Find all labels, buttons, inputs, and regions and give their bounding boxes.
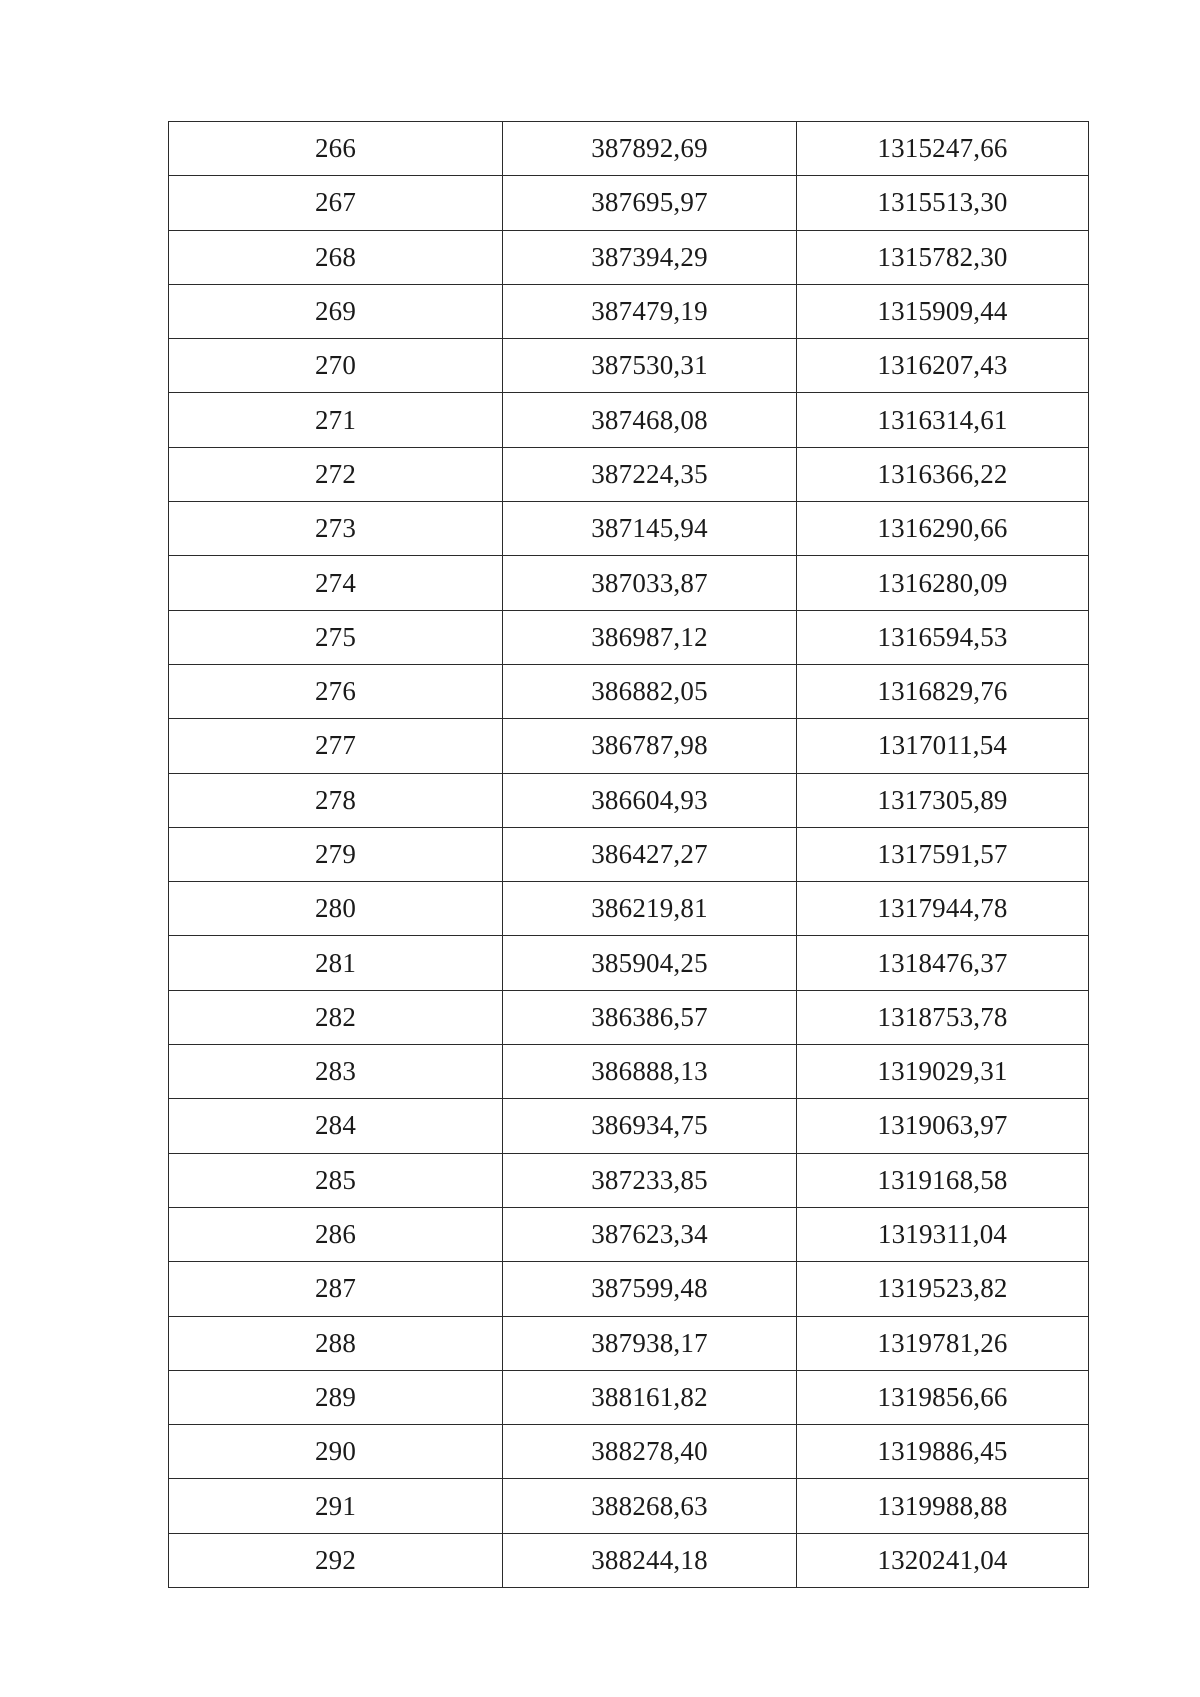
x-coordinate-cell: 388244,18	[503, 1533, 797, 1587]
point-number-cell: 272	[169, 447, 503, 501]
point-number-cell: 276	[169, 664, 503, 718]
point-number-cell: 282	[169, 990, 503, 1044]
x-coordinate-cell: 387530,31	[503, 339, 797, 393]
x-coordinate-cell: 386386,57	[503, 990, 797, 1044]
table-row	[169, 1425, 1089, 1479]
x-coordinate-cell: 387892,69	[503, 122, 797, 176]
point-number-cell: 290	[169, 1425, 503, 1479]
y-coordinate-cell: 1319856,66	[797, 1370, 1089, 1424]
table-row	[169, 339, 1089, 393]
y-coordinate-cell: 1316280,09	[797, 556, 1089, 610]
point-number-cell: 279	[169, 827, 503, 881]
y-coordinate-cell: 1319063,97	[797, 1099, 1089, 1153]
table-row	[169, 1479, 1089, 1533]
y-coordinate-cell: 1317305,89	[797, 773, 1089, 827]
x-coordinate-cell: 387224,35	[503, 447, 797, 501]
point-number-cell: 283	[169, 1045, 503, 1099]
table-row	[169, 1207, 1089, 1261]
table-row	[169, 882, 1089, 936]
y-coordinate-cell: 1319886,45	[797, 1425, 1089, 1479]
table-row	[169, 1316, 1089, 1370]
table-row	[169, 176, 1089, 230]
y-coordinate-cell: 1319781,26	[797, 1316, 1089, 1370]
point-number-cell: 280	[169, 882, 503, 936]
x-coordinate-cell: 386787,98	[503, 719, 797, 773]
x-coordinate-cell: 388161,82	[503, 1370, 797, 1424]
x-coordinate-cell: 387938,17	[503, 1316, 797, 1370]
y-coordinate-cell: 1320241,04	[797, 1533, 1089, 1587]
y-coordinate-cell: 1315513,30	[797, 176, 1089, 230]
table-row	[169, 936, 1089, 990]
x-coordinate-cell: 387623,34	[503, 1207, 797, 1261]
x-coordinate-cell: 387479,19	[503, 284, 797, 338]
table-row	[169, 664, 1089, 718]
x-coordinate-cell: 387695,97	[503, 176, 797, 230]
y-coordinate-cell: 1317944,78	[797, 882, 1089, 936]
table-row	[169, 1370, 1089, 1424]
x-coordinate-cell: 387599,48	[503, 1262, 797, 1316]
table-row	[169, 393, 1089, 447]
y-coordinate-cell: 1319311,04	[797, 1207, 1089, 1261]
table-row	[169, 773, 1089, 827]
table-row	[169, 502, 1089, 556]
table-row	[169, 230, 1089, 284]
x-coordinate-cell: 386888,13	[503, 1045, 797, 1099]
y-coordinate-cell: 1319029,31	[797, 1045, 1089, 1099]
y-coordinate-cell: 1318476,37	[797, 936, 1089, 990]
x-coordinate-cell: 387233,85	[503, 1153, 797, 1207]
y-coordinate-cell: 1319168,58	[797, 1153, 1089, 1207]
table-row	[169, 1045, 1089, 1099]
x-coordinate-cell: 387145,94	[503, 502, 797, 556]
y-coordinate-cell: 1315909,44	[797, 284, 1089, 338]
point-number-cell: 266	[169, 122, 503, 176]
y-coordinate-cell: 1316829,76	[797, 664, 1089, 718]
x-coordinate-cell: 387033,87	[503, 556, 797, 610]
y-coordinate-cell: 1316290,66	[797, 502, 1089, 556]
x-coordinate-cell: 388268,63	[503, 1479, 797, 1533]
y-coordinate-cell: 1316594,53	[797, 610, 1089, 664]
point-number-cell: 278	[169, 773, 503, 827]
y-coordinate-cell: 1316366,22	[797, 447, 1089, 501]
x-coordinate-cell: 386604,93	[503, 773, 797, 827]
point-number-cell: 275	[169, 610, 503, 664]
x-coordinate-cell: 387394,29	[503, 230, 797, 284]
table-row	[169, 122, 1089, 176]
table-row	[169, 1262, 1089, 1316]
x-coordinate-cell: 386882,05	[503, 664, 797, 718]
y-coordinate-cell: 1317591,57	[797, 827, 1089, 881]
y-coordinate-cell: 1315247,66	[797, 122, 1089, 176]
table-row	[169, 447, 1089, 501]
x-coordinate-cell: 386219,81	[503, 882, 797, 936]
x-coordinate-cell: 385904,25	[503, 936, 797, 990]
point-number-cell: 268	[169, 230, 503, 284]
table-row	[169, 1153, 1089, 1207]
table-row	[169, 556, 1089, 610]
table-row	[169, 1099, 1089, 1153]
table-row	[169, 990, 1089, 1044]
y-coordinate-cell: 1316207,43	[797, 339, 1089, 393]
x-coordinate-cell: 386427,27	[503, 827, 797, 881]
y-coordinate-cell: 1319988,88	[797, 1479, 1089, 1533]
y-coordinate-cell: 1317011,54	[797, 719, 1089, 773]
table-row	[169, 719, 1089, 773]
point-number-cell: 288	[169, 1316, 503, 1370]
point-number-cell: 291	[169, 1479, 503, 1533]
point-number-cell: 285	[169, 1153, 503, 1207]
point-number-cell: 287	[169, 1262, 503, 1316]
y-coordinate-cell: 1315782,30	[797, 230, 1089, 284]
x-coordinate-cell: 386934,75	[503, 1099, 797, 1153]
x-coordinate-cell: 387468,08	[503, 393, 797, 447]
coordinates-table	[168, 121, 1089, 1588]
table-row	[169, 1533, 1089, 1587]
point-number-cell: 274	[169, 556, 503, 610]
table-row	[169, 827, 1089, 881]
point-number-cell: 271	[169, 393, 503, 447]
point-number-cell: 273	[169, 502, 503, 556]
coordinates-table-body	[169, 122, 1089, 1588]
point-number-cell: 270	[169, 339, 503, 393]
point-number-cell: 277	[169, 719, 503, 773]
x-coordinate-cell: 386987,12	[503, 610, 797, 664]
point-number-cell: 286	[169, 1207, 503, 1261]
x-coordinate-cell: 388278,40	[503, 1425, 797, 1479]
y-coordinate-cell: 1319523,82	[797, 1262, 1089, 1316]
point-number-cell: 292	[169, 1533, 503, 1587]
table-row	[169, 610, 1089, 664]
y-coordinate-cell: 1316314,61	[797, 393, 1089, 447]
y-coordinate-cell: 1318753,78	[797, 990, 1089, 1044]
table-row	[169, 284, 1089, 338]
point-number-cell: 284	[169, 1099, 503, 1153]
point-number-cell: 281	[169, 936, 503, 990]
point-number-cell: 269	[169, 284, 503, 338]
point-number-cell: 289	[169, 1370, 503, 1424]
point-number-cell: 267	[169, 176, 503, 230]
